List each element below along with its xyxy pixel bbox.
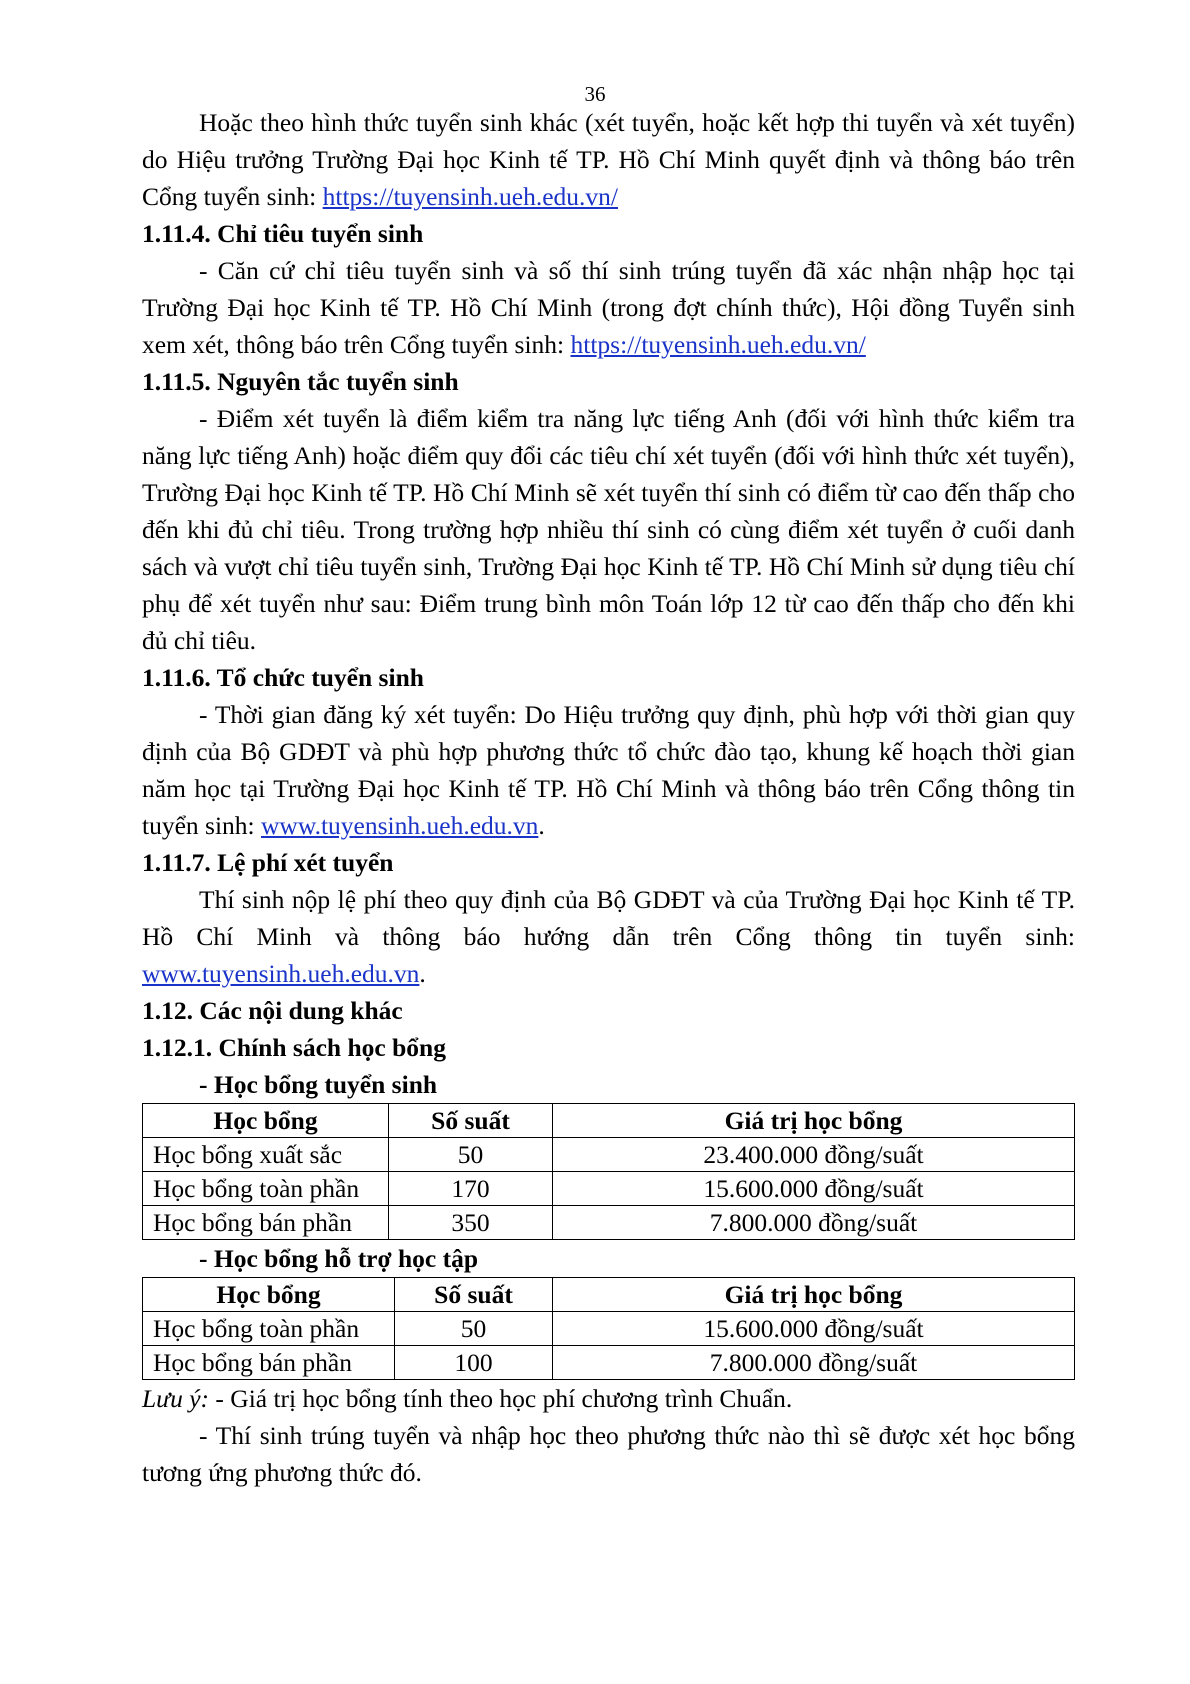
admission-info-link-2[interactable]: www.tuyensinh.ueh.edu.vn — [142, 959, 420, 988]
cell-name: Học bổng toàn phần — [143, 1172, 389, 1206]
header-scholarship: Học bổng — [143, 1278, 395, 1312]
paragraph-1-11-4-text: - Căn cứ chỉ tiêu tuyển sinh và số thí sinh trúng tuyển đã xác nhận nhập học tại Trường Đại học Kinh tế TP. Hồ Chí Minh (trong đợt chính thức), Hội đồng Tuyển sinh xem xét, thông báo trên Cổng tuyển sinh: — [142, 256, 1075, 359]
heading-1-11-7: 1.11.7. Lệ phí xét tuyển — [142, 848, 394, 877]
note-text-1: - Giá trị học bổng tính theo học phí chương trình Chuẩn. — [209, 1384, 793, 1413]
table-row — [143, 1138, 1075, 1172]
header-scholarship: Học bổng — [143, 1104, 389, 1138]
table-header-row — [143, 1104, 1075, 1138]
admission-info-link[interactable]: www.tuyensinh.ueh.edu.vn — [261, 811, 539, 840]
admission-portal-link-2[interactable]: https://tuyensinh.ueh.edu.vn/ — [570, 330, 866, 359]
heading-1-11-4: 1.11.4. Chỉ tiêu tuyển sinh — [142, 219, 424, 248]
cell-value: 7.800.000 đồng/suất — [553, 1206, 1075, 1240]
table1-title: - Học bổng tuyển sinh — [199, 1070, 438, 1099]
note-label: Lưu ý: — [142, 1384, 210, 1413]
heading-1-12-1: 1.12.1. Chính sách học bổng — [142, 1033, 446, 1062]
period: . — [538, 811, 545, 840]
table-row — [143, 1346, 1075, 1380]
table-row — [143, 1172, 1075, 1206]
cell-quantity: 50 — [389, 1138, 553, 1172]
cell-quantity: 100 — [395, 1346, 553, 1380]
table-row — [143, 1206, 1075, 1240]
table2-title: - Học bổng hỗ trợ học tập — [199, 1244, 479, 1273]
cell-value: 15.600.000 đồng/suất — [553, 1172, 1075, 1206]
note-line-1 — [142, 1380, 1075, 1417]
header-value: Giá trị học bổng — [553, 1278, 1075, 1312]
intro-text: Hoặc theo hình thức tuyển sinh khác (xét tuyển, hoặc kết hợp thi tuyển và xét tuyển) do Hiệu trưởng Trường Đại học Kinh tế TP. Hồ Chí Minh quyết định và thông báo trên Cổng tuyển sinh: — [142, 108, 1075, 211]
header-quantity: Số suất — [389, 1104, 553, 1138]
heading-1-11-6: 1.11.6. Tổ chức tuyển sinh — [142, 663, 424, 692]
paragraph-1-11-6-text: - Thời gian đăng ký xét tuyển: Do Hiệu trưởng quy định, phù hợp với thời gian quy định của Bộ GDĐT và phù hợp phương thức tổ chức đào tạo, khung kế hoạch thời gian năm học tại Trường Đại học Kinh tế TP. Hồ Chí Minh và thông báo trên Cổng thông tin tuyển sinh: — [142, 700, 1075, 840]
header-value: Giá trị học bổng — [553, 1104, 1075, 1138]
table-row — [143, 1312, 1075, 1346]
cell-name: Học bổng toàn phần — [143, 1312, 395, 1346]
paragraph-1-11-7-text: Thí sinh nộp lệ phí theo quy định của Bộ GDĐT và của Trường Đại học Kinh tế TP. Hồ Chí Minh và thông báo hướng dẫn trên Cổng thông tin tuyển sinh: — [142, 885, 1075, 951]
cell-value: 23.400.000 đồng/suất — [553, 1138, 1075, 1172]
cell-quantity: 50 — [395, 1312, 553, 1346]
admission-portal-link[interactable]: https://tuyensinh.ueh.edu.vn/ — [322, 182, 618, 211]
page-number: 36 — [584, 82, 606, 106]
paragraph-1-11-6 — [142, 696, 1075, 844]
heading-1-11-5: 1.11.5. Nguyên tắc tuyển sinh — [142, 367, 459, 396]
cell-value: 15.600.000 đồng/suất — [553, 1312, 1075, 1346]
heading-1-12: 1.12. Các nội dung khác — [142, 996, 403, 1025]
cell-name: Học bổng bán phần — [143, 1206, 389, 1240]
table-header-row — [143, 1278, 1075, 1312]
header-quantity: Số suất — [395, 1278, 553, 1312]
cell-quantity: 170 — [389, 1172, 553, 1206]
intro-paragraph — [142, 104, 1075, 215]
study-support-scholarship-table — [142, 1277, 1075, 1380]
paragraph-1-11-7 — [142, 881, 1075, 992]
document-body — [142, 104, 1075, 1491]
cell-name: Học bổng xuất sắc — [143, 1138, 389, 1172]
admission-scholarship-table — [142, 1103, 1075, 1240]
cell-name: Học bổng bán phần — [143, 1346, 395, 1380]
paragraph-1-11-5: - Điểm xét tuyển là điểm kiểm tra năng lực tiếng Anh (đối với hình thức kiểm tra năng lực tiếng Anh) hoặc điểm quy đổi các tiêu chí xét tuyển (đối với hình thức xét tuyển), Trường Đại học Kinh tế TP. Hồ Chí Minh sẽ xét tuyển thí sinh có điểm từ cao đến thấp cho đến khi đủ chỉ tiêu. Trong trường hợp nhiều thí sinh có cùng điểm xét tuyển ở cuối danh sách và vượt chỉ tiêu tuyển sinh, Trường Đại học Kinh tế TP. Hồ Chí Minh sử dụng tiêu chí phụ để xét tuyển như sau: Điểm trung bình môn Toán lớp 12 từ cao đến thấp cho đến khi đủ chỉ tiêu. — [142, 404, 1075, 655]
paragraph-1-11-4 — [142, 252, 1075, 363]
note-line-2: - Thí sinh trúng tuyển và nhập học theo phương thức nào thì sẽ được xét học bổng tương ứng phương thức đó. — [142, 1421, 1075, 1487]
cell-value: 7.800.000 đồng/suất — [553, 1346, 1075, 1380]
period: . — [419, 959, 426, 988]
cell-quantity: 350 — [389, 1206, 553, 1240]
